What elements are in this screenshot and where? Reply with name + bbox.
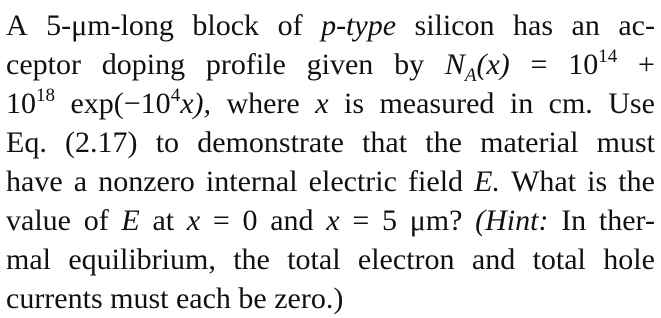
power-exponent: 18 <box>36 85 55 106</box>
problem-line-8 <box>6 279 655 318</box>
word: x <box>186 204 201 237</box>
equals-sign: = <box>212 204 230 237</box>
equals-sign: = <box>530 48 548 81</box>
word: is <box>587 165 608 198</box>
word: cm. <box>548 87 593 120</box>
word: of <box>83 204 109 237</box>
word: total <box>287 243 341 276</box>
word: by <box>394 48 425 81</box>
power-term-14 <box>568 45 617 84</box>
word: Eq. <box>6 126 47 159</box>
word: has <box>513 9 554 42</box>
word: a <box>73 165 88 198</box>
power-exponent: 14 <box>598 46 618 67</box>
final-line-text: currents must each be zero.) <box>6 282 344 315</box>
word: must <box>596 126 655 159</box>
acceptor-density-symbol <box>445 45 510 84</box>
exp-exponent: 4 <box>170 85 181 106</box>
problem-line-7 <box>6 240 655 279</box>
word: 5 <box>381 204 397 237</box>
power-term-18 <box>6 84 55 123</box>
word: material <box>480 126 579 159</box>
word: x <box>315 87 329 120</box>
word: to <box>155 126 180 159</box>
word: block <box>192 9 260 42</box>
word: the <box>425 126 462 159</box>
word: given <box>306 48 374 81</box>
problem-line-5 <box>6 162 655 201</box>
symbol-n: N <box>444 48 465 81</box>
word: internal <box>205 165 298 198</box>
word: ceptor <box>6 48 81 81</box>
word: the <box>618 165 655 198</box>
word: the <box>233 243 270 276</box>
word: ac- <box>618 9 655 42</box>
problem-line-2 <box>6 45 655 84</box>
power-base: 10 <box>568 48 599 81</box>
word: at <box>152 204 175 237</box>
word: p-type <box>321 9 397 42</box>
word: 0 <box>242 204 258 237</box>
word: demonstrate <box>197 126 344 159</box>
word: measured <box>379 87 495 120</box>
symbol-x-argument: (x) <box>476 48 510 81</box>
word: doping <box>101 48 186 81</box>
word: E <box>121 204 140 237</box>
word: 5-μm-long <box>46 9 174 42</box>
plus-sign: + <box>638 48 655 81</box>
word: In <box>561 204 587 237</box>
word: is <box>343 87 364 120</box>
word: What <box>511 165 577 198</box>
word: that <box>362 126 408 159</box>
problem-line-3 <box>6 84 655 123</box>
word: total <box>532 243 586 276</box>
word: (2.17) <box>65 126 138 159</box>
word: electron <box>357 243 455 276</box>
word: in <box>509 87 534 120</box>
exp-suffix: x), <box>180 87 211 120</box>
word: have <box>6 165 63 198</box>
word: (Hint: <box>475 204 549 237</box>
word: E. <box>474 165 500 198</box>
word: equilibrium, <box>68 243 216 276</box>
problem-line-4 <box>6 123 655 162</box>
word: Use <box>608 87 655 120</box>
exponential-term <box>70 84 211 123</box>
problem-line-6 <box>6 201 655 240</box>
word: μm? <box>409 204 463 237</box>
word: field <box>408 165 464 198</box>
word: value <box>6 204 71 237</box>
word: nonzero <box>98 165 195 198</box>
word: A <box>6 9 28 42</box>
word: electric <box>308 165 397 198</box>
word: mal <box>6 243 51 276</box>
word: and <box>471 243 516 276</box>
word: of <box>277 9 303 42</box>
power-base: 10 <box>6 87 36 120</box>
word: hole <box>603 243 655 276</box>
exp-prefix: exp(−10 <box>70 87 171 120</box>
problem-line-1 <box>6 6 655 45</box>
word: x <box>326 204 340 237</box>
word: ther- <box>598 204 655 237</box>
word: where <box>226 87 300 120</box>
word: profile <box>205 48 286 81</box>
word: and <box>270 204 314 237</box>
word: an <box>571 9 600 42</box>
word: silicon <box>414 9 495 42</box>
symbol-subscript-a: A <box>464 65 477 86</box>
equals-sign: = <box>352 204 370 237</box>
